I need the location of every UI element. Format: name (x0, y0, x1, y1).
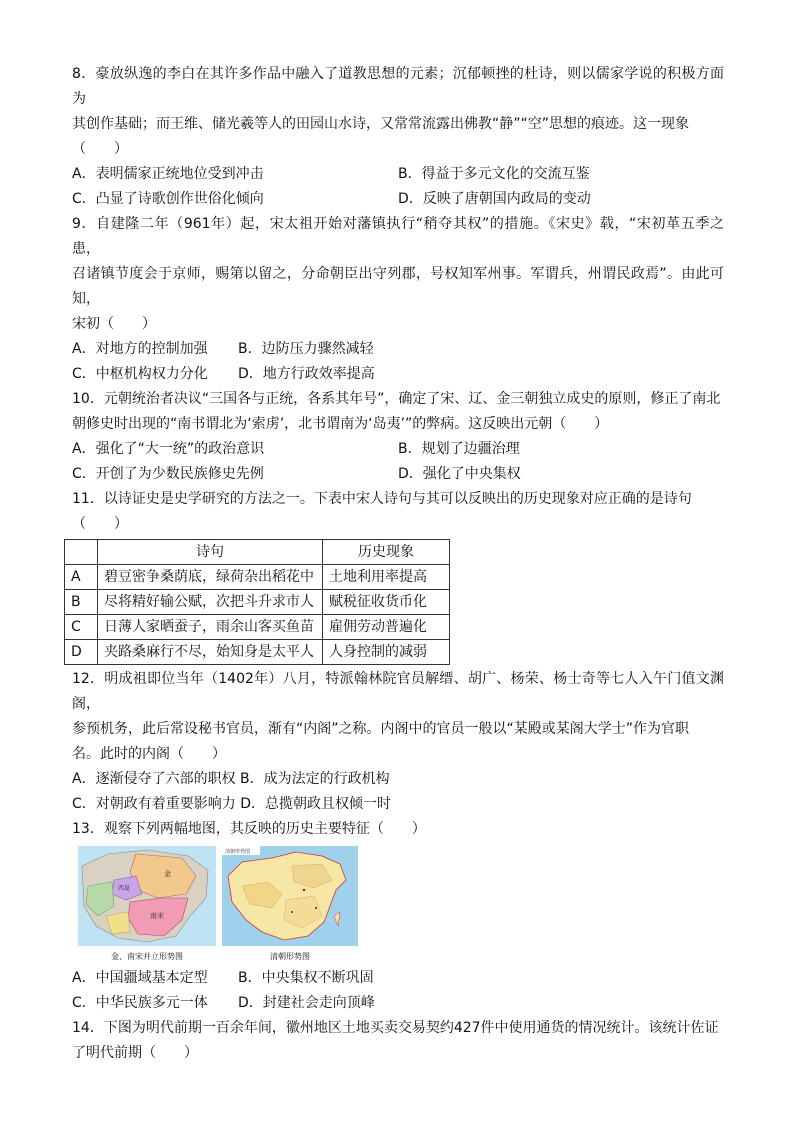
q8-stem-line1: 8．豪放纵逸的李白在其许多作品中融入了道教思想的元素；沉郁顿挫的杜诗，则以儒家学说的积极方面为 (72, 66, 724, 107)
q9-option-d: D．地方行政效率提高 (238, 366, 375, 382)
question-10 (72, 387, 724, 487)
table-cell: 土地利用率提高 (323, 565, 450, 590)
table-cell: 日薄人家晒蚕子，雨余山客买鱼苗 (98, 615, 323, 640)
table-header-cell: 诗句 (98, 540, 323, 565)
map2-caption: 清朝形势图 (270, 952, 310, 961)
table-cell: D (65, 640, 98, 665)
q10-stem-line1: 10．元朝统治者决议“三国各与正统，各系其年号”，确定了宋、辽、金三朝独立成史的原则，修正了南北 (72, 391, 721, 407)
map-qing-image (222, 846, 358, 946)
q8-option-d: D．反映了唐朝国内政局的变动 (398, 191, 591, 207)
q13-option-d: D．封建社会走向顶峰 (238, 995, 375, 1011)
map1-caption: 金、南宋并立形势图 (111, 952, 183, 961)
table-cell: A (65, 565, 98, 590)
q13-options-row2 (72, 991, 724, 1016)
q10-option-c: C．开创了为少数民族修史先例 (72, 466, 264, 482)
q10-options-row1 (72, 437, 724, 462)
table-cell: 人身控制的减弱 (323, 640, 450, 665)
table-row (65, 590, 450, 615)
q11-stem-line1: 11．以诗证史是史学研究的方法之一。下表中宋人诗句与其可以反映出的历史现象对应正确的是诗句 (72, 491, 692, 507)
q12-stem-line3: 名。此时的内阁（ ） (72, 746, 226, 762)
q14-stem-line2: 了明代前期（ ） (72, 1045, 198, 1061)
q10-option-a: A．强化了“大一统”的政治意识 (72, 441, 265, 457)
table-header-row (65, 540, 450, 565)
q8-option-c: C．凸显了诗歌创作世俗化倾向 (72, 191, 264, 207)
table-cell: 雇佣劳动普遍化 (323, 615, 450, 640)
q8-options-row1 (72, 162, 724, 187)
q8-option-a: A．表明儒家正统地位受到冲击 (72, 166, 264, 182)
map-jin-song-image (78, 846, 216, 946)
q13-option-b: B．中央集权不断巩固 (238, 970, 374, 986)
table-row (65, 640, 450, 665)
table-cell: 赋税征收货币化 (323, 590, 450, 615)
map1-label-nansong: 南宋 (150, 912, 164, 920)
question-12 (72, 667, 724, 817)
q10-option-b: B．规划了边疆治理 (398, 441, 520, 457)
q12-stem-line2: 参预机务，此后常设秘书官员，渐有“内阁”之称。内阁中的官员一般以“某殿或某阁大学士”作为官职 (72, 721, 690, 737)
table-cell: 碧豆密争桑荫底，绿荷杂出稻花中 (98, 565, 323, 590)
table-header-cell (65, 540, 98, 565)
q13-option-c: C．中华民族多元一体 (72, 995, 208, 1011)
question-9 (72, 212, 724, 387)
q13-options-row1 (72, 966, 724, 991)
map1-label-xixia: 西夏 (118, 885, 131, 892)
q13-maps (78, 846, 724, 962)
question-14 (72, 1016, 724, 1066)
q9-option-c: C．中枢机构权力分化 (72, 366, 208, 382)
question-11 (72, 487, 724, 665)
q8-options-row2 (72, 187, 724, 212)
map1-label-jin: 金 (164, 870, 171, 878)
q9-stem-line3: 宋初（ ） (72, 316, 156, 332)
q9-stem-line2: 召诸镇节度会于京师，赐第以留之，分命朝臣出守列郡，号权知军州事。军谓兵，州谓民政焉”。由此可知， (72, 266, 724, 307)
question-8 (72, 62, 724, 212)
q9-option-b: B．边防压力骤然减轻 (238, 341, 374, 357)
q10-option-d: D．强化了中央集权 (398, 466, 521, 482)
table-cell: 夹路桑麻行不尽，始知身是太平人 (98, 640, 323, 665)
map-jin-song (78, 846, 216, 962)
table-header-cell: 历史现象 (323, 540, 450, 565)
table-row (65, 615, 450, 640)
map2-header: 清朝形势图 (225, 849, 251, 855)
q10-stem-line2: 朝修史时出现的“南书谓北为‘索虏’，北书谓南为‘岛夷’”的弊病。这反映出元朝（ ） (72, 416, 609, 432)
map-qing (222, 846, 358, 962)
table-cell: 尽将精好输公赋，次把斗升求市人 (98, 590, 323, 615)
table-cell: C (65, 615, 98, 640)
q8-stem-line3: （ ） (72, 141, 128, 157)
q9-option-a: A．对地方的控制加强 (72, 341, 208, 357)
exam-page (72, 62, 724, 1066)
q11-table (64, 539, 450, 665)
question-13 (72, 817, 724, 1016)
q12-options-line1: A．逐渐侵夺了六部的职权 B．成为法定的行政机构 (72, 771, 390, 787)
q11-stem-line2: （ ） (72, 516, 128, 532)
q10-options-row2 (72, 462, 724, 487)
q8-option-b: B．得益于多元文化的交流互鉴 (398, 166, 590, 182)
q9-options-row2 (72, 362, 724, 387)
table-row (65, 565, 450, 590)
q13-option-a: A．中国疆域基本定型 (72, 970, 208, 986)
table-cell: B (65, 590, 98, 615)
q14-stem-line1: 14．下图为明代前期一百余年间，徽州地区土地买卖交易契约427件中使用通货的情况统计。该统计佐证 (72, 1020, 719, 1036)
q12-options-line2: C．对朝政有着重要影响力 D．总揽朝政且权倾一时 (72, 796, 392, 812)
q9-options-row1 (72, 337, 724, 362)
q12-stem-line1: 12．明成祖即位当年（1402年）八月，特派翰林院官员解缙、胡广、杨荣、杨士奇等七人入午门值文渊阁， (72, 671, 724, 712)
q13-stem-line1: 13．观察下列两幅地图，其反映的历史主要特征（ ） (72, 821, 426, 837)
q9-stem-line1: 9．自建隆二年（961年）起，宋太祖开始对藩镇执行“稍夺其权”的措施。《宋史》载，“宋初革五季之患， (72, 216, 724, 257)
q8-stem-line2: 其创作基础；而王维、储光羲等人的田园山水诗，又常常流露出佛教“静”“空”思想的痕迹。这一现象 (72, 116, 690, 132)
